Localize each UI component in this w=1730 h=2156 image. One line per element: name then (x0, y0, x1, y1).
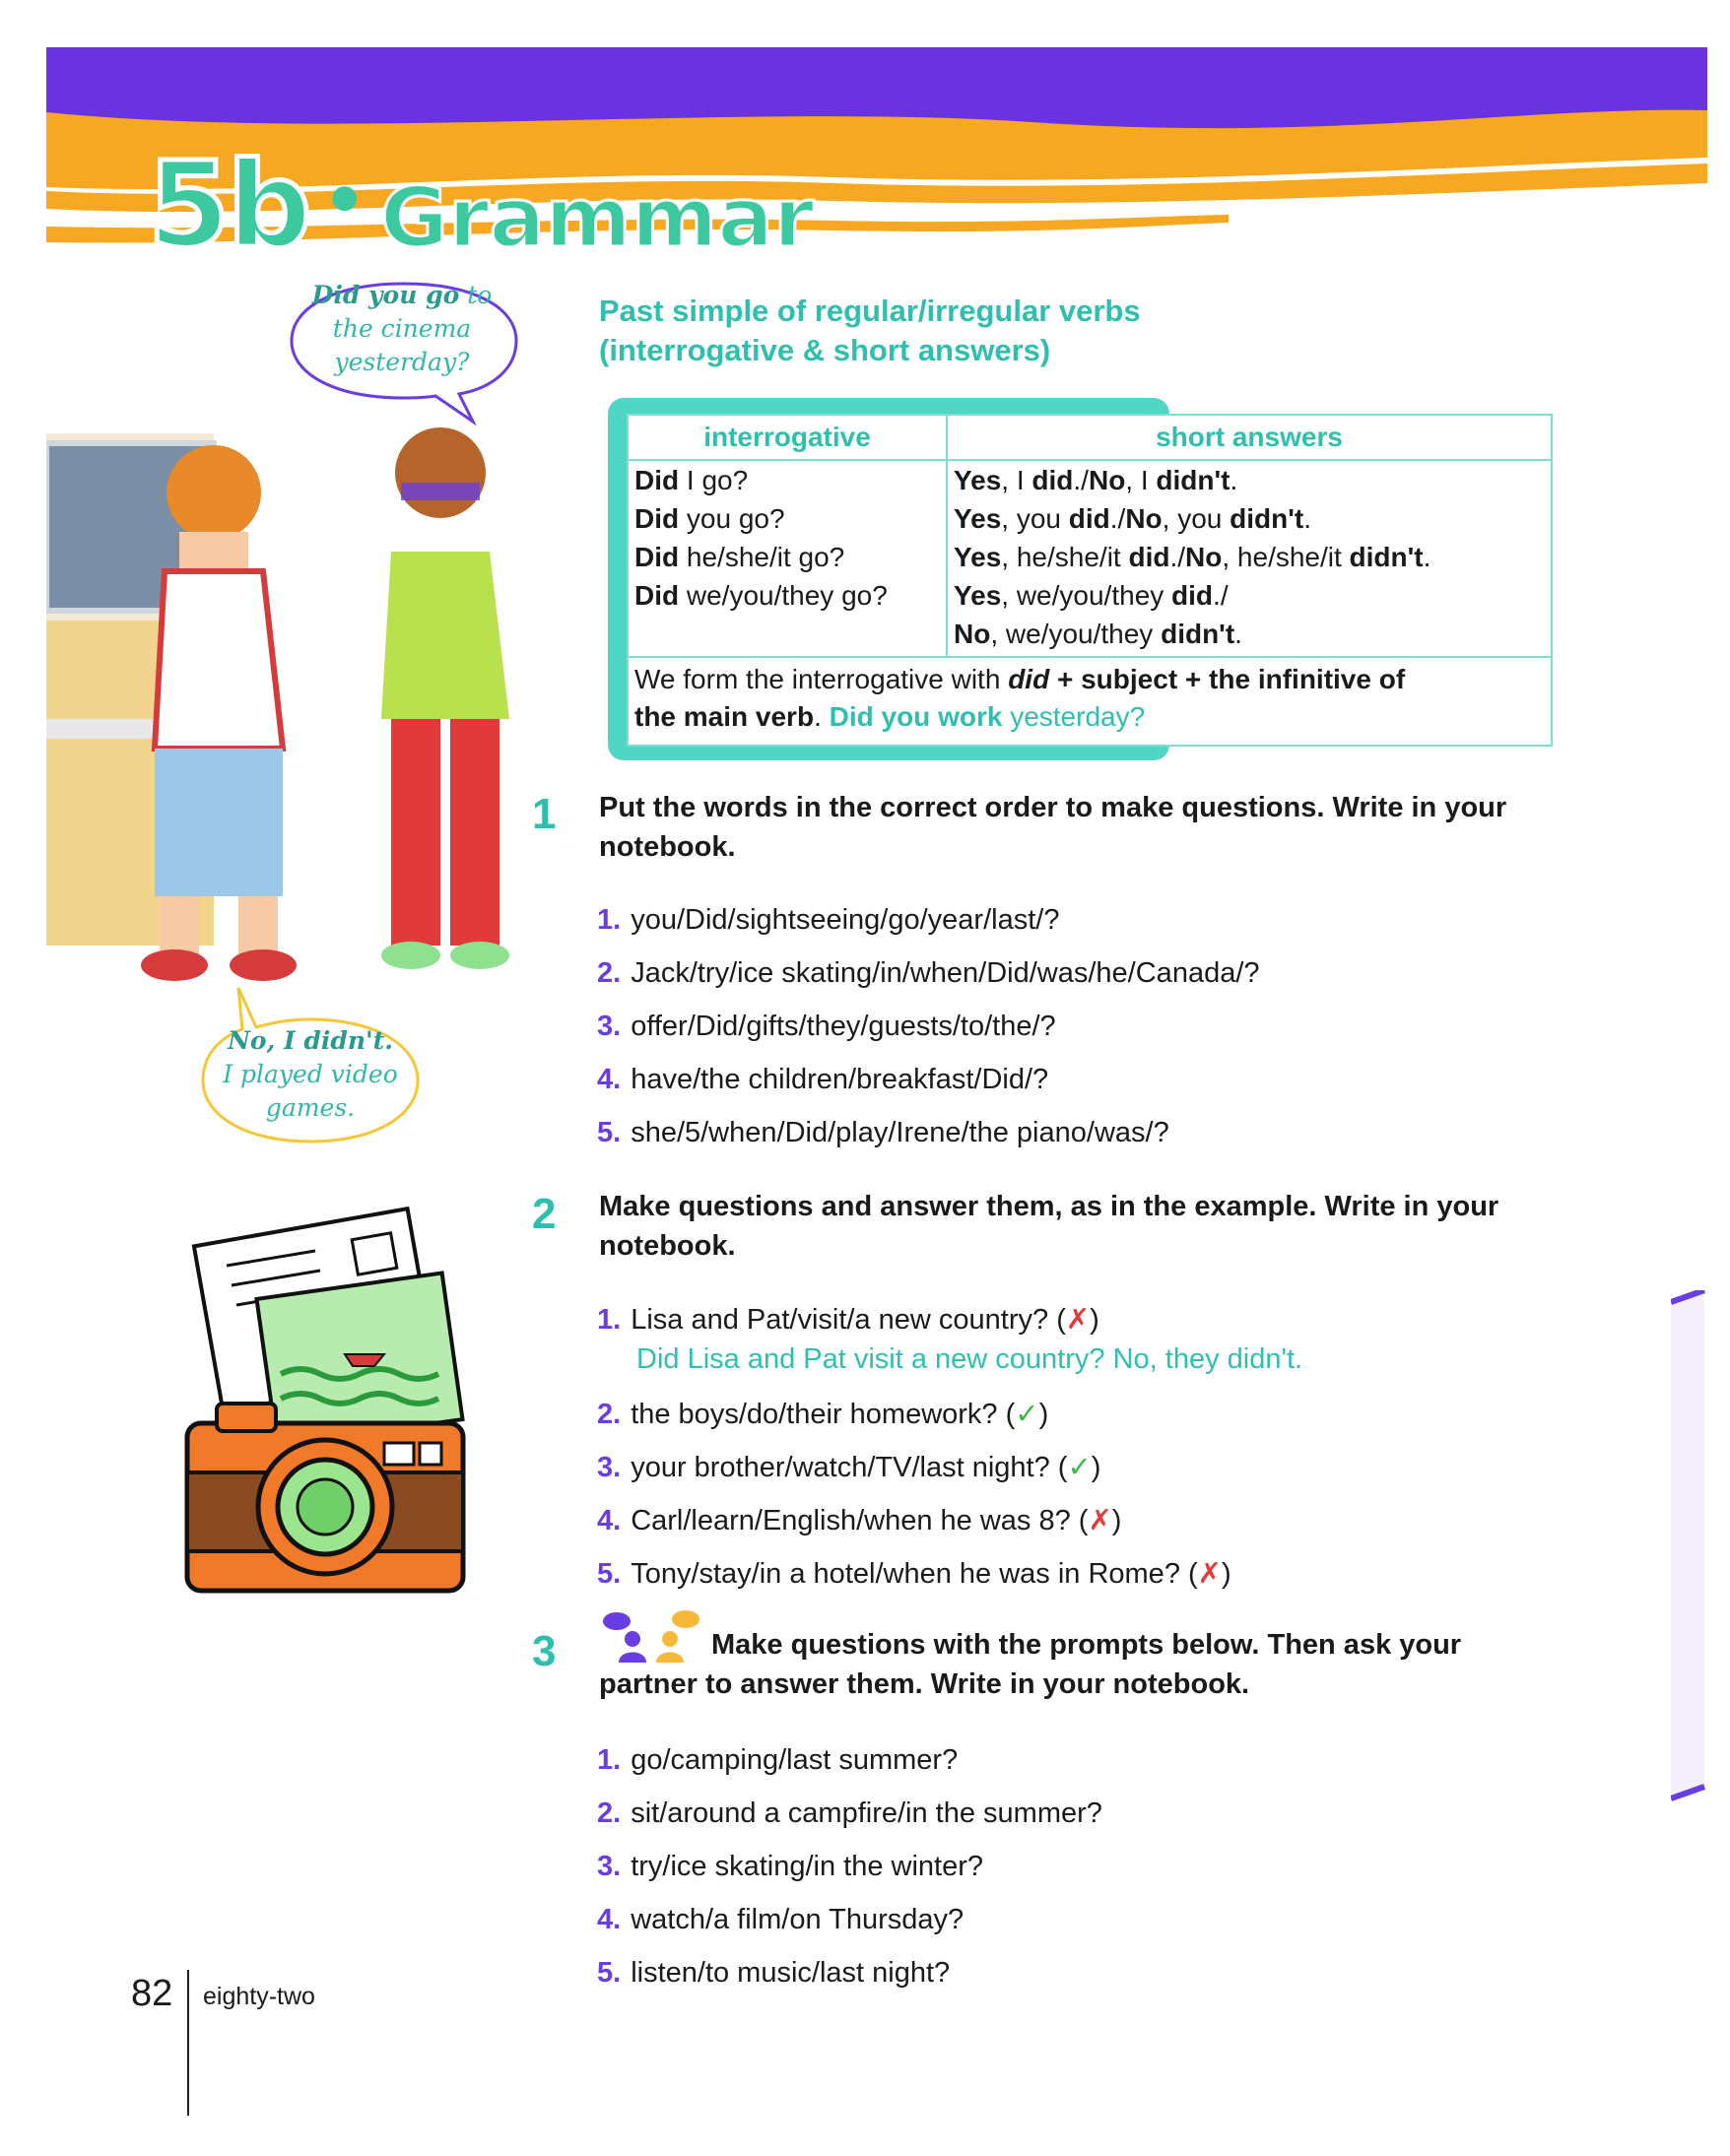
no-word: No (1088, 465, 1126, 495)
bubble-question-bold: Did you go (311, 281, 460, 309)
exercise-1-instruction: Put the words in the correct order to make questions. Write in your notebook. (599, 792, 1507, 863)
note-did: did (1008, 664, 1050, 694)
table-divider-vertical (946, 459, 948, 656)
item-text: have/the children/breakfast/Did/? (631, 1064, 1049, 1095)
item-text: Lisa and Pat/visit/a new country? ( (631, 1304, 1066, 1336)
yes-word: Yes (954, 580, 1002, 611)
item-text: try/ice skating/in the winter? (631, 1851, 984, 1882)
section-code: 5b (148, 138, 309, 275)
list-item (597, 1302, 1302, 1343)
did-word: Did (634, 580, 680, 611)
answer-end: . (1230, 465, 1238, 495)
grammar-heading (599, 292, 1230, 370)
list-item (597, 1902, 1102, 1955)
page-edge-decoration (1671, 1290, 1710, 1802)
answer-sep: ./ (1073, 465, 1089, 495)
cross-icon: ✗ (1088, 1505, 1112, 1536)
title-separator: • (322, 161, 367, 241)
interrogative-column (634, 461, 888, 615)
answer-subject: , we/you/they (990, 619, 1162, 649)
yes-word: Yes (954, 542, 1002, 572)
list-item (597, 955, 1260, 1009)
did-word: did (1171, 580, 1214, 611)
answer-subject: , I (1125, 465, 1157, 495)
didnt-word: didn't (1156, 465, 1231, 495)
did-word: did (1068, 503, 1110, 534)
table-divider-horizontal (629, 656, 1551, 658)
item-close: ) (1111, 1505, 1122, 1536)
item-number: 3. (597, 1851, 622, 1882)
did-word: did (1031, 465, 1074, 495)
didnt-word: didn't (1349, 542, 1424, 572)
item-number: 4. (597, 1505, 622, 1536)
list-item (597, 1397, 1302, 1450)
note-formula: + subject + the infinitive of (1049, 664, 1406, 694)
pair-work-icon (603, 1609, 701, 1663)
answer-subject: , he/she/it (1222, 542, 1350, 572)
boys-illustration (46, 394, 559, 995)
yes-word: Yes (954, 503, 1002, 534)
exercise-3-number: 3 (532, 1627, 557, 1675)
list-item (597, 1742, 1102, 1796)
list-item (597, 1955, 1102, 2008)
list-item (597, 1062, 1260, 1115)
answer-subject: , we/you/they (1001, 580, 1172, 611)
item-text: Carl/learn/English/when he was 8? ( (631, 1505, 1089, 1536)
interrogative-rest: you go? (679, 503, 785, 534)
section-title: Grammar (380, 169, 815, 266)
camera-postcard-illustration (177, 1207, 493, 1601)
item-number: 5. (597, 1957, 622, 1989)
note-text: We form the interrogative with (634, 664, 1009, 694)
interrogative-rest: he/she/it go? (679, 542, 845, 572)
note-example-rest: yesterday? (1002, 701, 1146, 732)
item-number: 3. (597, 1011, 622, 1042)
interrogative-row (634, 538, 888, 576)
item-text: go/camping/last summer? (631, 1744, 959, 1776)
short-answer-row (954, 538, 1431, 576)
grammar-table (627, 414, 1553, 747)
answer-sep: ./ (1213, 580, 1229, 611)
item-text: listen/to music/last night? (631, 1957, 951, 1989)
bubble-answer-bold: No, I didn't. (228, 1026, 393, 1055)
interrogative-rest: I go? (679, 465, 749, 495)
exercise-2-list (597, 1302, 1302, 1609)
no-word: No (1185, 542, 1223, 572)
short-answer-row (954, 615, 1431, 653)
answer-sep: ./ (1169, 542, 1186, 572)
table-header-interrogative: interrogative (629, 416, 948, 461)
item-number: 5. (597, 1117, 622, 1148)
short-answer-row (954, 461, 1431, 499)
interrogative-row (634, 576, 888, 615)
list-item (597, 1503, 1302, 1556)
item-number: 1. (597, 1304, 622, 1336)
page-number: 82 (131, 1973, 173, 2014)
item-close: ) (1038, 1399, 1049, 1430)
answer-end: . (1423, 542, 1431, 572)
no-word: No (954, 619, 991, 649)
short-answers-column (954, 461, 1431, 653)
item-number: 1. (597, 1744, 622, 1776)
exercise-1-list (597, 902, 1260, 1168)
short-answer-row (954, 499, 1431, 538)
exercise-3-list (597, 1742, 1102, 2008)
item-number: 2. (597, 1399, 622, 1430)
page-number-words: eighty-two (203, 1983, 315, 2010)
item-text: watch/a film/on Thursday? (631, 1904, 965, 1935)
item-close: ) (1090, 1304, 1099, 1336)
check-icon: ✓ (1067, 1452, 1092, 1483)
interrogative-row (634, 499, 888, 538)
item-number: 2. (597, 957, 622, 989)
footer-divider (187, 1970, 189, 2116)
bubble-answer-line2: I played video (223, 1060, 398, 1088)
short-answer-row (954, 576, 1431, 615)
item-number: 4. (597, 1904, 622, 1935)
bubble-question-line2: the cinema (332, 314, 472, 343)
list-item (597, 1450, 1302, 1503)
didnt-word: didn't (1161, 619, 1235, 649)
note-punct: . (814, 701, 830, 732)
list-item (597, 1796, 1102, 1849)
exercise-3-instruction-line2: partner to answer them. Write in your notebook. (599, 1668, 1250, 1700)
item-close: ) (1091, 1452, 1101, 1483)
grammar-rule-note (634, 661, 1541, 736)
did-word: Did (634, 503, 680, 534)
list-item (597, 1009, 1260, 1062)
note-main-verb: the main verb (634, 701, 815, 732)
bubble-question-rest: to (467, 281, 493, 309)
page-title (148, 138, 814, 275)
example-answer: Did Lisa and Pat visit a new country? No, they didn't. (636, 1343, 1303, 1375)
exercise-2-instruction: Make questions and answer them, as in the example. Write in your notebook. (599, 1191, 1499, 1262)
no-word: No (1125, 503, 1163, 534)
grammar-heading-line2: (interrogative & short answers) (599, 333, 1051, 367)
grammar-heading-line1: Past simple of regular/irregular verbs (599, 294, 1141, 328)
answer-subject: , you (1001, 503, 1069, 534)
check-icon: ✓ (1015, 1399, 1039, 1430)
answer-subject: , you (1162, 503, 1231, 534)
answer-subject: , he/she/it (1001, 542, 1129, 572)
answer-end: . (1303, 503, 1311, 534)
answer-subject: , I (1001, 465, 1032, 495)
speech-bubble-question-text (305, 279, 499, 379)
table-header-short-answers: short answers (948, 416, 1551, 461)
item-text: Tony/stay/in a hotel/when he was in Rome? ( (631, 1558, 1198, 1590)
item-text: offer/Did/gifts/they/guests/to/the/? (631, 1011, 1056, 1042)
item-text: your brother/watch/TV/last night? ( (631, 1452, 1068, 1483)
speech-bubble-answer-text (213, 1024, 408, 1125)
bubble-question-line3: yesterday? (334, 348, 470, 376)
exercise-3-instruction-line1: Make questions with the prompts below. Then ask your (711, 1629, 1462, 1661)
exercise-1-number: 1 (532, 790, 557, 838)
list-item (597, 1849, 1102, 1902)
item-text: Jack/try/ice skating/in/when/Did/was/he/Canada/? (631, 957, 1260, 989)
didnt-word: didn't (1230, 503, 1304, 534)
item-number: 3. (597, 1452, 622, 1483)
cross-icon: ✗ (1065, 1304, 1091, 1336)
note-example-bold: Did you work (829, 701, 1003, 732)
list-item (597, 1115, 1260, 1168)
item-number: 4. (597, 1064, 622, 1095)
item-text: you/Did/sightseeing/go/year/last/? (631, 904, 1060, 936)
item-number: 5. (597, 1558, 622, 1590)
cross-icon: ✗ (1197, 1558, 1222, 1590)
did-word: Did (634, 542, 680, 572)
did-word: did (1128, 542, 1170, 572)
bubble-answer-line3: games. (265, 1093, 356, 1122)
item-close: ) (1221, 1558, 1231, 1590)
item-text: the boys/do/their homework? ( (631, 1399, 1016, 1430)
yes-word: Yes (954, 465, 1002, 495)
answer-sep: ./ (1109, 503, 1126, 534)
did-word: Did (634, 465, 680, 495)
item-text: she/5/when/Did/play/Irene/the piano/was/? (631, 1117, 1169, 1148)
answer-end: . (1234, 619, 1242, 649)
exercise-2-number: 2 (532, 1190, 557, 1238)
interrogative-rest: we/you/they go? (679, 580, 888, 611)
list-item (597, 902, 1260, 955)
item-number: 1. (597, 904, 622, 936)
interrogative-row (634, 461, 888, 499)
item-text: sit/around a campfire/in the summer? (631, 1797, 1102, 1829)
list-item (597, 1556, 1302, 1609)
item-number: 2. (597, 1797, 622, 1829)
